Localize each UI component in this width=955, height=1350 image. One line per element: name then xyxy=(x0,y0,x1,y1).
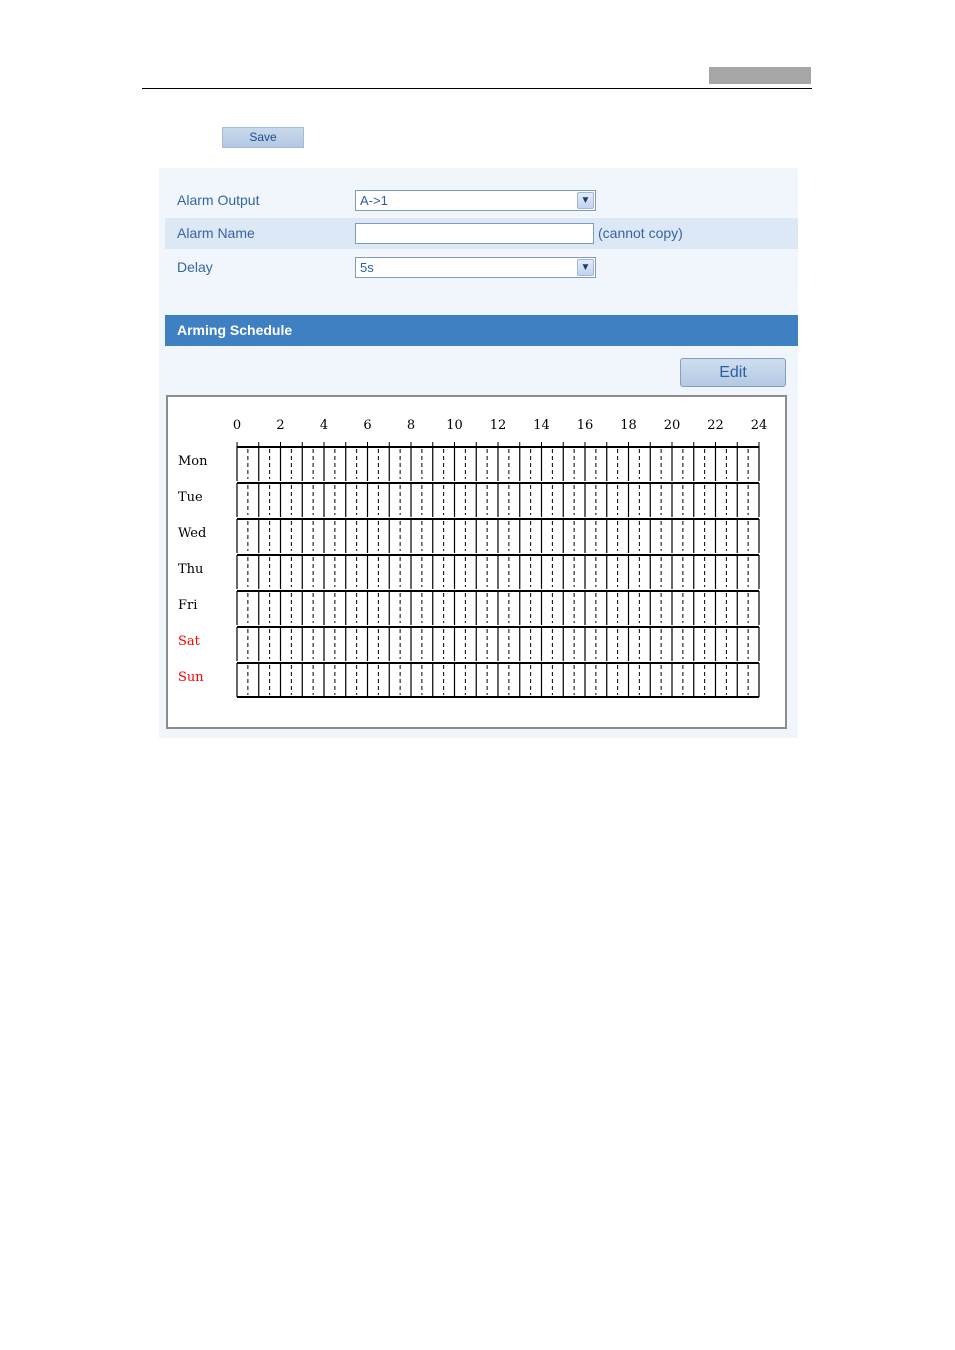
save-button[interactable]: Save xyxy=(222,127,304,148)
day-label-tue: Tue xyxy=(178,490,203,505)
hour-label-8: 8 xyxy=(406,418,416,433)
day-label-thu: Thu xyxy=(178,562,204,577)
header-bar xyxy=(709,67,811,84)
alarm-name-row xyxy=(165,218,798,249)
day-label-fri: Fri xyxy=(178,598,198,613)
day-row-fri[interactable] xyxy=(237,591,759,625)
chevron-down-icon[interactable]: ▼ xyxy=(577,259,594,276)
day-row-tue[interactable] xyxy=(237,483,759,517)
hour-label-2: 2 xyxy=(276,418,285,433)
alarm-output-value: A->1 xyxy=(360,193,388,208)
alarm-name-input[interactable] xyxy=(355,223,594,244)
alarm-output-label: Alarm Output xyxy=(177,192,260,208)
header-divider xyxy=(142,88,812,89)
schedule-grid[interactable] xyxy=(166,395,787,729)
delay-row xyxy=(165,252,798,283)
hour-label-18: 18 xyxy=(620,418,637,433)
day-label-sat: Sat xyxy=(178,634,200,649)
hour-label-20: 20 xyxy=(663,418,681,433)
day-row-sun[interactable] xyxy=(237,663,759,697)
delay-label: Delay xyxy=(177,259,213,275)
edit-schedule-button[interactable]: Edit xyxy=(680,358,786,387)
alarm-name-label: Alarm Name xyxy=(177,225,255,241)
day-row-mon[interactable] xyxy=(237,447,759,481)
hour-label-22: 22 xyxy=(707,418,724,433)
day-label-wed: Wed xyxy=(178,526,207,541)
chevron-down-icon[interactable]: ▼ xyxy=(577,192,594,209)
hour-label-14: 14 xyxy=(533,418,550,433)
day-row-sat[interactable] xyxy=(237,627,759,661)
alarm-output-panel xyxy=(159,168,798,738)
delay-select[interactable] xyxy=(355,257,596,278)
arming-schedule-header xyxy=(165,315,798,346)
day-label-mon: Mon xyxy=(178,454,208,469)
schedule-grid-canvas[interactable] xyxy=(168,397,789,731)
alarm-name-hint: (cannot copy) xyxy=(598,225,683,241)
hour-label-4: 4 xyxy=(319,418,329,433)
day-row-wed[interactable] xyxy=(237,519,759,553)
delay-value: 5s xyxy=(360,260,374,275)
hour-label-24: 24 xyxy=(750,418,768,433)
arming-schedule-title: Arming Schedule xyxy=(177,322,293,338)
hour-label-10: 10 xyxy=(446,418,463,433)
hour-label-12: 12 xyxy=(489,418,507,433)
hour-label-6: 6 xyxy=(363,418,372,433)
alarm-output-row xyxy=(165,185,798,216)
day-row-thu[interactable] xyxy=(237,555,759,589)
hour-label-0: 0 xyxy=(232,418,242,433)
day-label-sun: Sun xyxy=(178,670,204,685)
alarm-output-select[interactable] xyxy=(355,190,596,211)
hour-label-16: 16 xyxy=(576,418,594,433)
